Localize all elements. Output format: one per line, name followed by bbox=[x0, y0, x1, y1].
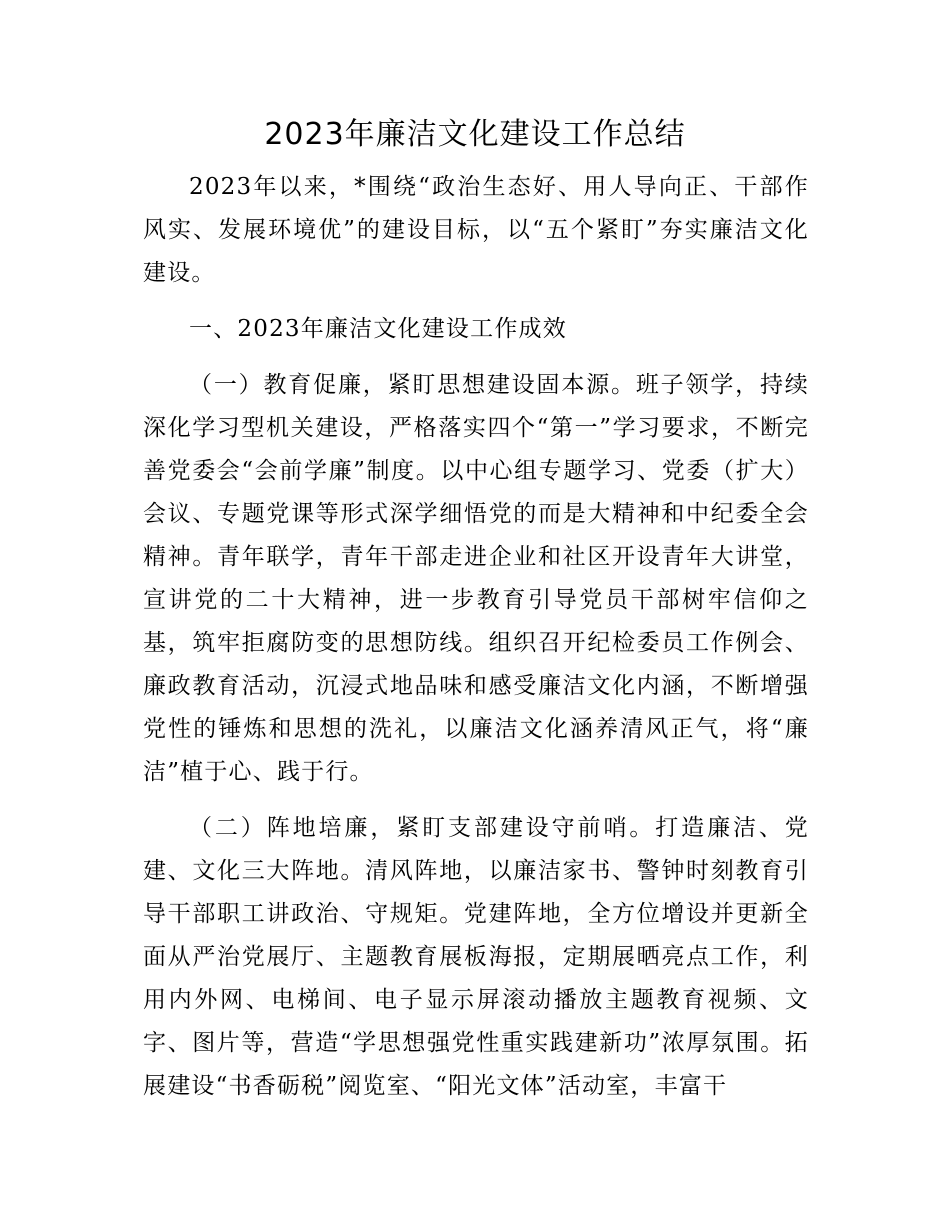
document-title: 2023年廉洁文化建设工作总结 bbox=[264, 117, 686, 152]
paragraph-spacer bbox=[143, 295, 809, 308]
intro-paragraph: 2023年以来，*围绕“政治生态好、用人导向正、干部作风实、发展环境优”的建设目标，以“五个紧盯”夯实廉洁文化建设。 bbox=[143, 174, 809, 286]
paragraph-spacer bbox=[143, 794, 809, 807]
subsection-1-paragraph: （一）教育促廉，紧盯思想建设固本源。班子领学，持续深化学习型机关建设，严格落实四个“第一”学习要求，不断完善党委会“会前学廉”制度。以中心组专题学习、党委（扩大）会议、专题党课等形式深学细悟党的而是大精神和中纪委全会精神。青年联学，青年干部走进企业和社区开设青年大讲堂，宣讲党的二十大精神，进一步教育引导党员干部树牢信仰之基，筑牢拒腐防变的思想防线。组织召开纪检委员工作例会、廉政教育活动，沉浸式地品味和感受廉洁文化内涵，不断增强党性的锤炼和思想的洗礼，以廉洁文化涵养清风正气，将“廉洁”植于心、践于行。 bbox=[143, 372, 809, 785]
paragraph-spacer bbox=[143, 351, 809, 364]
document-body bbox=[143, 166, 809, 1108]
subsection-2-paragraph: （二）阵地培廉，紧盯支部建设守前哨。打造廉洁、党建、文化三大阵地。清风阵地，以廉洁家书、警钟时刻教育引导干部职工讲政治、守规矩。党建阵地，全方位增设并更新全面从严治党展厅、主题教育展板海报，定期展晒亮点工作，利用内外网、电梯间、电子显示屏滚动播放主题教育视频、文字、图片等，营造“学思想强党性重实践建新功”浓厚氛围。拓展建设“书香砺税”阅览室、“阳光文体”活动室，丰富干 bbox=[143, 815, 809, 1099]
section-heading-1: 一、2023年廉洁文化建设工作成效 bbox=[189, 316, 567, 342]
